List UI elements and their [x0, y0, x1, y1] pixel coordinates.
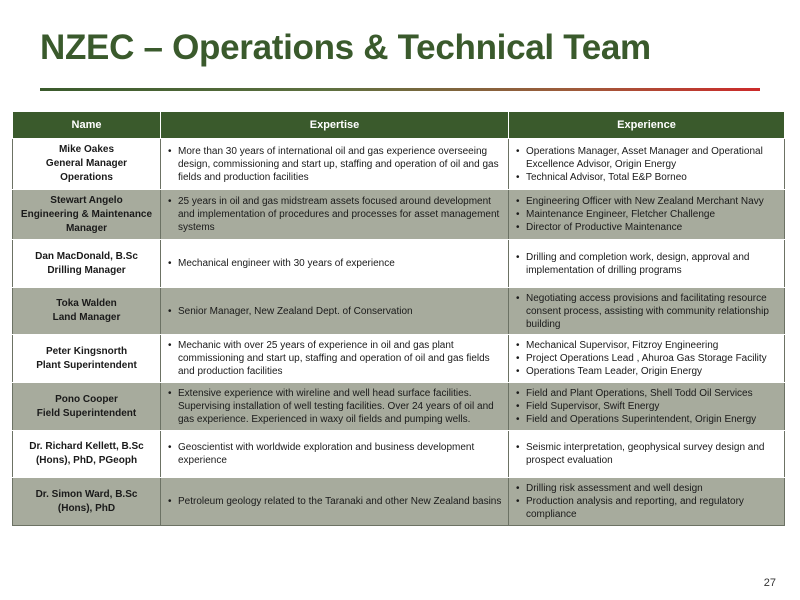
experience-item: • Operations Manager, Asset Manager and Operational Excellence Advisor, Origin Energy: [515, 145, 778, 171]
name-cell: [13, 288, 161, 335]
person-name: Dan MacDonald, B.Sc: [35, 250, 138, 262]
table-row: [13, 139, 785, 190]
experience-item: • Field and Plant Operations, Shell Todd Oil Services: [515, 387, 778, 400]
person-title: (Hons), PhD, PGeoph: [35, 455, 138, 466]
person-name: Pono Cooper: [55, 393, 118, 405]
experience-item: • Field Supervisor, Swift Energy: [515, 400, 778, 413]
expertise-item: • Extensive experience with wireline and well head surface facilities. Supervising installation of well testing facilities. Over 24 years of oil and gas experience. Experienced in waxy oil fields and pumping wells.: [167, 387, 502, 426]
person-name: Toka Walden: [56, 298, 117, 309]
expertise-cell: [161, 335, 509, 383]
table-header-row: [13, 112, 785, 139]
team-table: [12, 111, 785, 526]
header-name: Name: [13, 112, 161, 139]
experience-cell: [509, 190, 785, 240]
experience-item: • Operations Team Leader, Origin Energy: [515, 365, 778, 378]
name-cell: [13, 190, 161, 240]
expertise-cell: [161, 139, 509, 190]
person-name: Dr. Richard Kellett, B.Sc: [29, 441, 144, 452]
expertise-cell: [161, 190, 509, 240]
slide-title: NZEC – Operations & Technical Team: [40, 28, 651, 67]
expertise-cell: [161, 288, 509, 335]
expertise-item: • 25 years in oil and gas midstream assets focused around development and implementation of procedures and processes for asset management systems: [167, 195, 502, 234]
person-title: Plant Superintendent: [36, 359, 137, 371]
name-cell: [13, 478, 161, 526]
expertise-cell: [161, 383, 509, 431]
header-expertise: Expertise: [161, 112, 509, 139]
experience-cell: [509, 139, 785, 190]
name-cell: [13, 139, 161, 190]
person-name: Peter Kingsnorth: [45, 345, 128, 357]
expertise-item: • Petroleum geology related to the Taranaki and other New Zealand basins: [167, 495, 502, 508]
expertise-item: • Geoscientist with worldwide exploration and business development experience: [167, 441, 502, 467]
experience-item: • Mechanical Supervisor, Fitzroy Engineering: [515, 339, 778, 352]
experience-item: • Drilling and completion work, design, approval and implementation of drilling programs: [515, 251, 778, 277]
experience-item: • Drilling risk assessment and well design: [515, 482, 778, 495]
person-title: General Manager: [45, 158, 128, 169]
person-title: Field Superintendent: [36, 407, 137, 419]
expertise-item: • Senior Manager, New Zealand Dept. of Conservation: [167, 305, 502, 318]
person-title: Manager: [65, 222, 108, 234]
name-cell: [13, 383, 161, 431]
experience-item: • Field and Operations Superintendent, Origin Energy: [515, 413, 778, 426]
person-name: Dr. Simon Ward, B.Sc: [35, 488, 138, 500]
table-row: [13, 383, 785, 431]
table-row: [13, 288, 785, 335]
experience-cell: [509, 478, 785, 526]
table-row: [13, 431, 785, 478]
experience-item: • Negotiating access provisions and facilitating resource consent process, assisting with community relationship building: [515, 292, 778, 331]
person-title: Operations: [60, 172, 113, 183]
expertise-cell: [161, 478, 509, 526]
experience-item: • Project Operations Lead , Ahuroa Gas Storage Facility: [515, 352, 778, 365]
experience-item: • Engineering Officer with New Zealand Merchant Navy: [515, 195, 778, 208]
person-name: Stewart Angelo: [50, 194, 123, 206]
name-cell: [13, 335, 161, 383]
person-title: (Hons), PhD: [57, 502, 116, 514]
experience-item: • Director of Productive Maintenance: [515, 221, 778, 234]
name-cell: [13, 240, 161, 288]
table-row: [13, 240, 785, 288]
experience-item: • Seismic interpretation, geophysical survey design and prospect evaluation: [515, 441, 778, 467]
experience-cell: [509, 431, 785, 478]
experience-cell: [509, 240, 785, 288]
expertise-cell: [161, 431, 509, 478]
name-cell: [13, 431, 161, 478]
experience-item: • Maintenance Engineer, Fletcher Challenge: [515, 208, 778, 221]
expertise-item: • Mechanic with over 25 years of experience in oil and gas plant commissioning and start up, staffing and operation of oil and gas fields and production facilities: [167, 339, 502, 378]
expertise-cell: [161, 240, 509, 288]
table-row: [13, 335, 785, 383]
expertise-item: • Mechanical engineer with 30 years of experience: [167, 257, 502, 270]
experience-cell: [509, 335, 785, 383]
experience-item: • Production analysis and reporting, and regulatory compliance: [515, 495, 778, 521]
person-title: Drilling Manager: [47, 264, 126, 276]
table-row: [13, 190, 785, 240]
expertise-item: • More than 30 years of international oil and gas experience overseeing design, commissioning and start up, staffing and operation of oil and gas fields and production facilities: [167, 145, 502, 184]
table-row: [13, 478, 785, 526]
person-title: Land Manager: [52, 312, 121, 323]
title-divider: [40, 88, 760, 91]
experience-cell: [509, 288, 785, 335]
page-number: 27: [763, 577, 776, 589]
experience-cell: [509, 383, 785, 431]
experience-item: • Technical Advisor, Total E&P Borneo: [515, 171, 778, 184]
person-name: Mike Oakes: [58, 144, 115, 155]
person-title: Engineering & Maintenance: [20, 208, 153, 220]
header-experience: Experience: [509, 112, 785, 139]
